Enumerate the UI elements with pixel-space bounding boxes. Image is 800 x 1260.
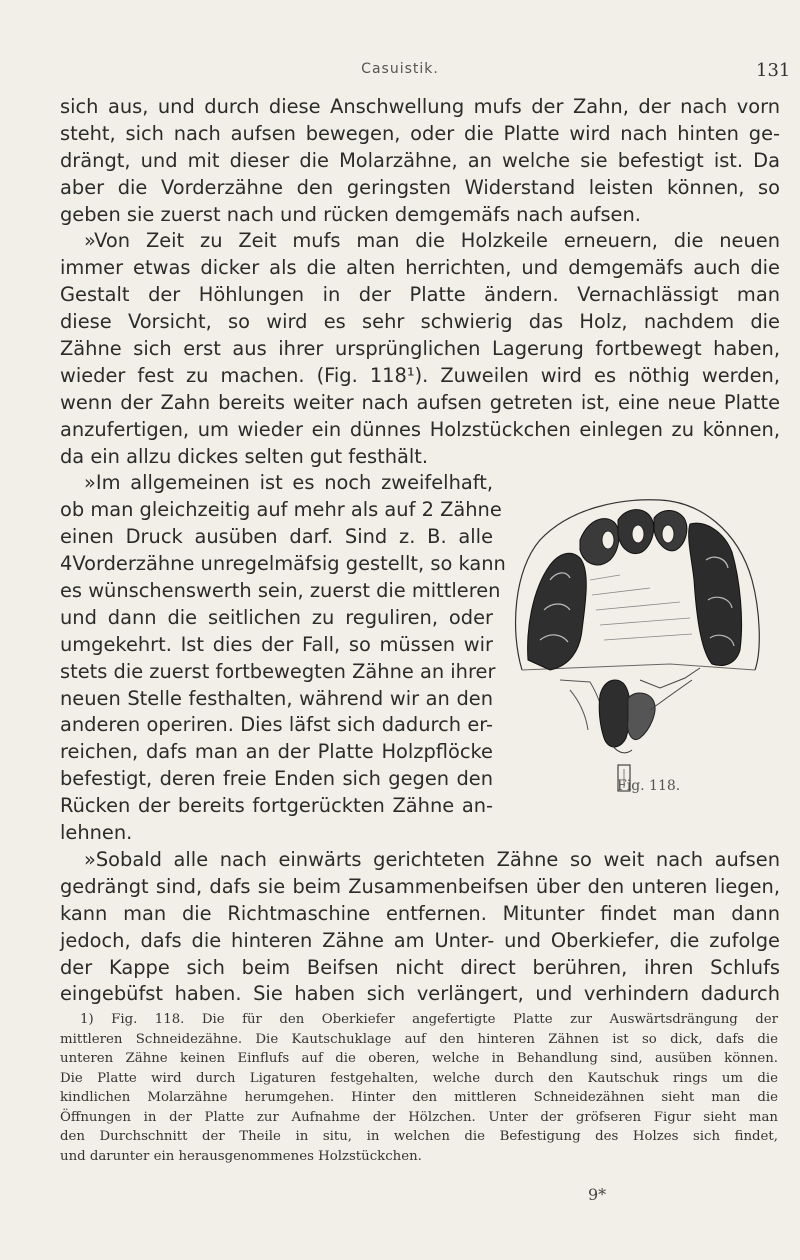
text-line: kann man die Richtmaschine entfernen. Mitunter findet man dann	[60, 901, 780, 925]
text-line: der Kappe sich beim Beifsen nicht direct berühren, ihren Schlufs	[60, 955, 780, 979]
text-line: reichen, dafs man an der Platte Holzpflöcke	[60, 740, 493, 764]
text-line: Zähne sich erst aus ihrer ursprünglichen Lagerung fortbewegt haben,	[60, 337, 780, 361]
footnote-line: und darunter ein herausgenommenes Holzstückchen.	[60, 1148, 422, 1164]
footnote-line: Die Platte wird durch Ligaturen festgehalten, welche durch den Kautschuk rings um die	[60, 1070, 778, 1086]
text-line: umgekehrt. Ist dies der Fall, so müssen wir	[60, 632, 493, 656]
text-line: »Von Zeit zu Zeit mufs man die Holzkeile erneuern, die neuen	[84, 229, 780, 253]
text-line: stets die zuerst fortbewegten Zähne an ihrer	[60, 659, 496, 683]
footnote-line: den Durchschnitt der Theile in situ, in welchen die Befestigung des Holzes sich findet,	[60, 1129, 778, 1144]
text-line: sich aus, und durch diese Anschwellung mufs der Zahn, der nach vorn	[60, 95, 780, 118]
text-line: 4Vorderzähne unregelmäfsig gestellt, so kann	[60, 552, 506, 576]
text-line: »Im allgemeinen ist es noch zweifelhaft,	[84, 471, 493, 495]
text-line: und dann die seitlichen zu reguliren, oder	[60, 605, 493, 629]
text-line: wieder fest zu machen. (Fig. 118¹). Zuweilen wird es nöthig werden,	[60, 363, 780, 387]
text-line: es wünschenswerth sein, zuerst die mittleren	[60, 579, 501, 603]
footnote-line: Öffnungen in der Platte zur Aufnahme der Hölzchen. Unter der gröfseren Figur sieht man	[60, 1109, 778, 1125]
text-line: »Sobald alle nach einwärts gerichteten Zähne so weit nach aufsen	[84, 847, 780, 871]
text-line: Rücken der bereits fortgerückten Zähne an-	[60, 794, 493, 818]
text-line: jedoch, dafs die hinteren Zähne am Unter- und Oberkiefer, die zufolge	[60, 928, 780, 952]
footnotes	[60, 1010, 778, 1166]
signature-mark: 9*	[588, 1185, 607, 1204]
text-line: diese Vorsicht, so wird es sehr schwierig das Holz, nachdem die	[60, 310, 780, 334]
text-line: immer etwas dicker als die alten herrichten, und demgemäfs auch die	[60, 256, 780, 280]
text-line: wenn der Zahn bereits weiter nach aufsen getreten ist, eine neue Platte	[60, 390, 780, 414]
text-line: geben sie zuerst nach und rücken demgemäfs nach aufsen.	[60, 202, 641, 226]
footnote-line: 1) Fig. 118. Die für den Oberkiefer angefertigte Platte zur Auswärtsdrängung der	[80, 1012, 778, 1027]
figure-caption: Fig. 118.	[617, 778, 681, 794]
figure-dental-plate	[500, 480, 768, 810]
text-line: Gestalt der Höhlungen in der Platte ändern. Vernachlässigt man	[60, 283, 780, 307]
text-line: da ein allzu dickes selten gut festhält.	[60, 444, 429, 468]
dental-plate-illustration	[500, 480, 768, 810]
footnote-line: unteren Zähne keinen Einflufs auf die oberen, welche in Behandlung sind, ausüben können.	[60, 1051, 778, 1066]
text-line: gedrängt sind, dafs sie beim Zusammenbeifsen über den unteren liegen,	[60, 874, 780, 898]
text-line: anderen operiren. Dies läfst sich dadurch er-	[60, 713, 493, 737]
running-header-title: Casuistik.	[361, 61, 439, 77]
text-line: steht, sich nach aufsen bewegen, oder die Platte wird nach hinten ge-	[60, 121, 780, 145]
text-line: neuen Stelle festhalten, während wir an den	[60, 686, 493, 710]
text-line: ob man gleichzeitig auf mehr als auf 2 Zähne	[60, 498, 502, 522]
text-line: drängt, und mit dieser die Molarzähne, an welche sie befestigt ist. Da	[60, 148, 780, 172]
text-line: einen Druck ausüben darf. Sind z. B. alle	[60, 525, 493, 549]
footnote-line: kindlichen Molarzähne herumgehen. Hinter den mittleren Schneidezähnen sieht man die	[60, 1090, 778, 1105]
text-line: lehnen.	[60, 821, 133, 845]
footnote-line: mittleren Schneidezähne. Die Kautschuklage auf den hinteren Zähnen ist so dick, dafs die	[60, 1031, 778, 1047]
text-line: befestigt, deren freie Enden sich gegen den	[60, 767, 493, 791]
text-line: aber die Vorderzähne den geringsten Widerstand leisten können, so	[60, 175, 780, 199]
text-line: eingebüfst haben. Sie haben sich verlängert, und verhindern dadurch	[60, 982, 780, 1006]
page-number: 131	[756, 60, 791, 81]
text-line: anzufertigen, um wieder ein dünnes Holzstückchen einlegen zu können,	[60, 417, 780, 441]
